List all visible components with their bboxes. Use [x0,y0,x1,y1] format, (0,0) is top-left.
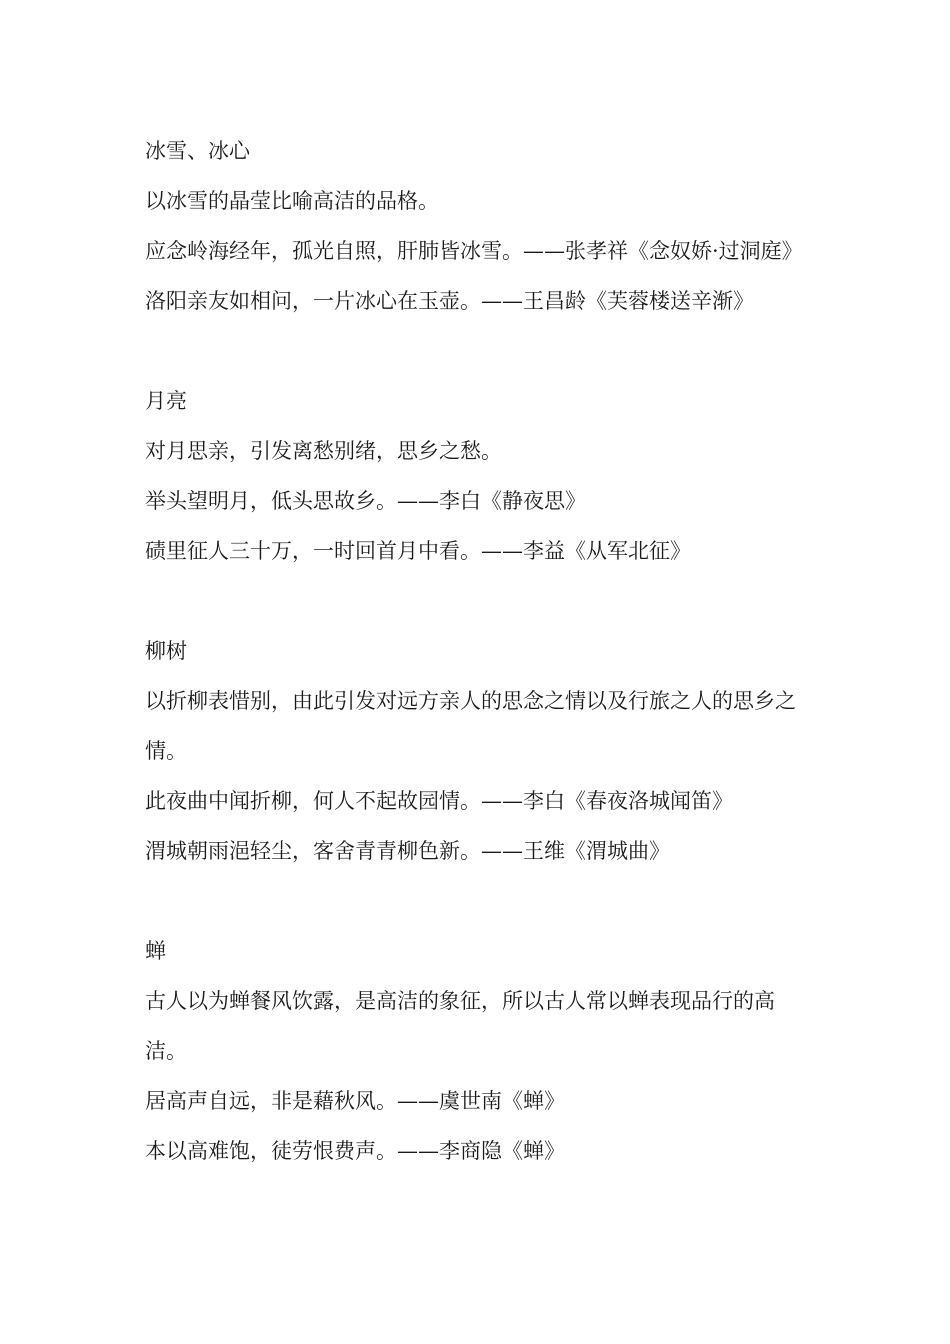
quote-line: 此夜曲中闻折柳，何人不起故园情。——李白《春夜洛城闻笛》 [145,789,733,813]
section-title: 冰雪、冰心 [145,139,250,163]
section-description: 古人以为蝉餐风饮露，是高洁的象征，所以古人常以蝉表现品行的高洁。 [145,989,775,1063]
quote-line: 渭城朝雨浥轻尘，客舍青青柳色新。——王维《渭城曲》 [145,839,670,863]
section-ice-snow [145,126,810,326]
section-title: 蝉 [145,939,166,963]
quote-line: 举头望明月，低头思故乡。——李白《静夜思》 [145,489,586,513]
quote-line: 应念岭海经年，孤光自照，肝肺皆冰雪。——张孝祥《念奴娇·过洞庭》 [145,239,803,263]
document-page [145,126,810,1176]
quote-line: 洛阳亲友如相问，一片冰心在玉壶。——王昌龄《芙蓉楼送辛渐》 [145,289,754,313]
quote-line: 碛里征人三十万，一时回首月中看。——李益《从军北征》 [145,539,691,563]
section-description: 以折柳表惜别，由此引发对远方亲人的思念之情以及行旅之人的思乡之情。 [145,689,796,763]
section-title: 柳树 [145,639,187,663]
section-title: 月亮 [145,389,187,413]
section-description: 以冰雪的晶莹比喻高洁的品格。 [145,189,439,213]
section-moon [145,376,810,576]
section-cicada [145,926,810,1176]
section-description: 对月思亲，引发离愁别绪，思乡之愁。 [145,439,502,463]
quote-line: 居高声自远，非是藉秋风。——虞世南《蝉》 [145,1089,565,1113]
quote-line: 本以高难饱，徒劳恨费声。——李商隐《蝉》 [145,1139,565,1163]
section-willow [145,626,810,876]
